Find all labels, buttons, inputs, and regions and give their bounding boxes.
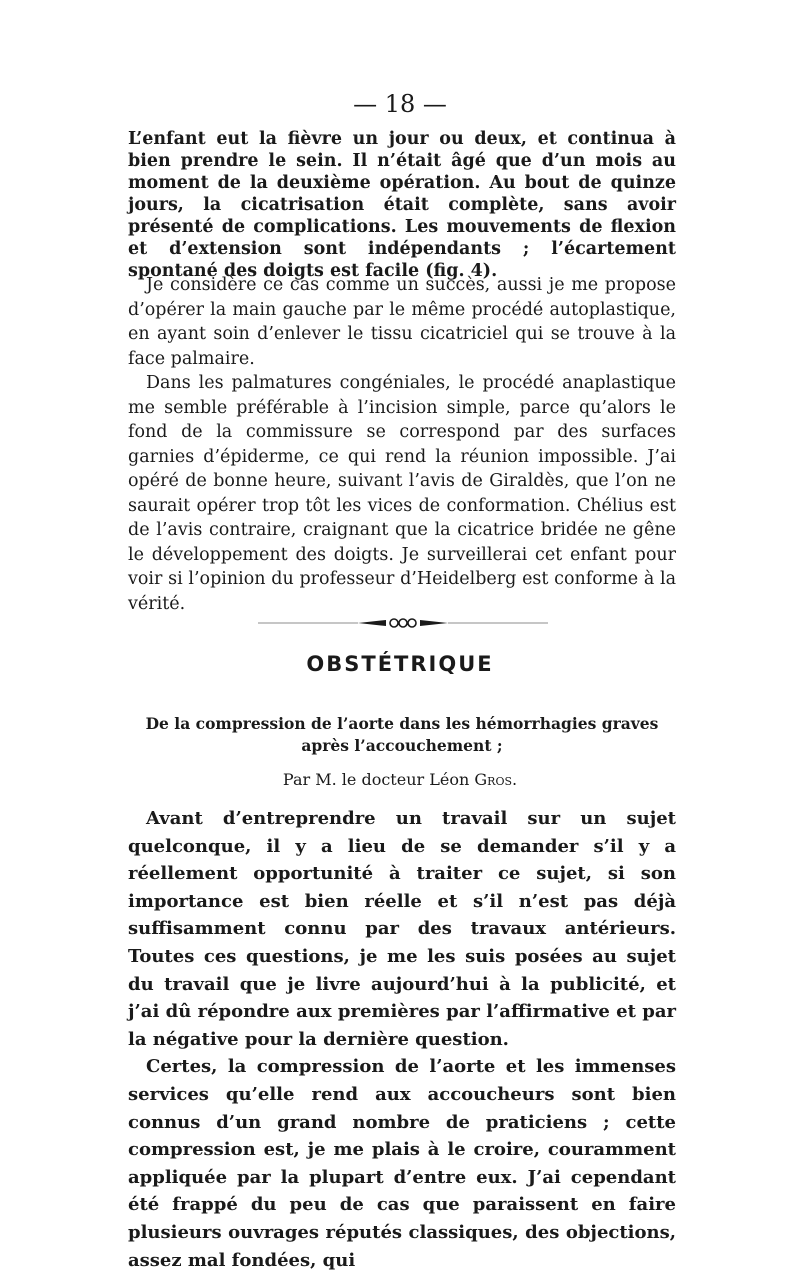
byline-prefix: Par M. le docteur Léon (282, 770, 470, 789)
section-title: OBSTÉTRIQUE (306, 652, 494, 676)
article-title-line-1: De la compression de l’aorte dans les hémorrhagies graves (145, 714, 659, 733)
paragraph-case-success: Je considère ce cas comme un succès, aussi je me propose d’opérer la main gauche par le même procédé autoplastique, en ayant soin d’enlever le tissu cicatriciel qui se trouve à la face palmaire. (128, 275, 676, 369)
author-surname: Gros. (474, 770, 518, 789)
ornamental-divider (258, 614, 548, 632)
intro-paragraph: L’enfant eut la fièvre un jour ou deux, et continua à bien prendre le sein. Il n’était âgé que d’un mois au moment de la deuxième opération. Au bout de quinze jours, la cicatrisation était complète, sans avoir présenté de complications. Les mouvements de flexion et d’extension sont indépendants ; l’écartement spontané des doigts est facile (fig. 4). (128, 129, 676, 281)
intro-paragraph-block (128, 128, 676, 282)
article-title-line-2: après l’accouchement ; (301, 736, 503, 755)
article-title (128, 713, 676, 757)
author-byline (0, 770, 800, 789)
paragraph-aortic-compression: Certes, la compression de l’aorte et les immenses services qu’elle rend aux accoucheurs sont bien connus d’un grand nombre de praticiens ; cette compression est, je me plais à le croire, couramment appliquée par la plupart d’entre eux. J’ai cependant été frappé du peu de cas que paraissent en faire plusieurs ouvrages réputés classiques, des objections, assez mal fondées, qui (128, 1056, 676, 1271)
page-number: — 18 — (353, 90, 447, 118)
case-discussion-block (128, 273, 676, 616)
paragraph-introduction: Avant d’entreprendre un travail sur un sujet quelconque, il y a lieu de se demander s’il y a réellement opportunité à traiter ce sujet, si son importance est bien réelle et s’il n’est pas déjà suffisamment connu par des travaux antérieurs. Toutes ces questions, je me les suis posées au sujet du travail que je livre aujourd’hui à la publicité, et j’ai dû répondre aux premières par l’affirmative et par la négative pour la dernière question. (128, 808, 676, 1050)
paragraph-congenital-webbing: Dans les palmatures congéniales, le procédé anaplastique me semble préférable à l’incision simple, parce qu’alors le fond de la commissure se correspond par des surfaces garnies d’épiderme, ce qui rend la réunion impossible. J’ai opéré de bonne heure, suivant l’avis de Giraldès, que l’on ne saurait opérer trop tôt les vices de conformation. Chélius est de l’avis contraire, craignant que la cicatrice bridée ne gêne le développement des doigts. Je surveillerai cet enfant pour voir si l’opinion du professeur d’Heidelberg est conforme à la vérité. (128, 373, 676, 614)
article-body-block (128, 805, 676, 1274)
